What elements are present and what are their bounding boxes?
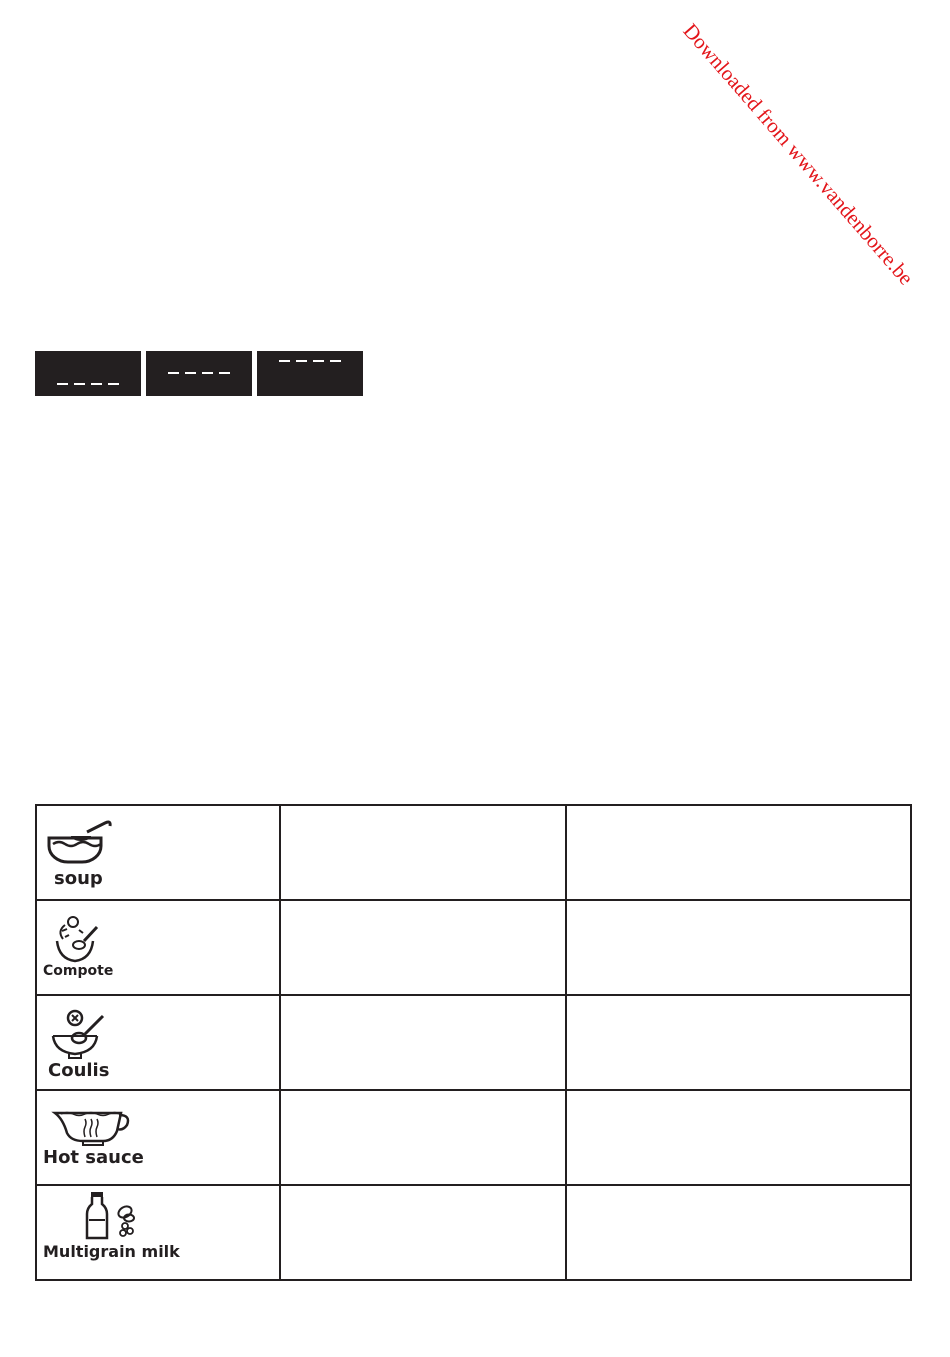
milk-bottle-grains-icon <box>85 1192 141 1240</box>
table-cell <box>566 1185 911 1280</box>
program-table <box>35 804 912 1281</box>
sauce-boat-icon <box>53 1109 131 1145</box>
program-icon-cell <box>36 1185 280 1280</box>
program-icon-cell <box>36 805 280 900</box>
dash-segments <box>146 372 252 374</box>
program-icon-cell <box>36 1090 280 1185</box>
lcd-display-top-dashes <box>257 351 363 396</box>
program-label-soup: soup <box>54 868 103 889</box>
table-cell <box>280 995 566 1090</box>
table-cell <box>566 1090 911 1185</box>
dash-segments <box>35 383 141 385</box>
program-icon-cell <box>36 900 280 995</box>
program-icon-cell <box>36 995 280 1090</box>
program-label-multigrain-milk: Multigrain milk <box>43 1242 180 1261</box>
table-cell <box>280 900 566 995</box>
coulis-bowl-icon <box>51 1008 107 1058</box>
table-cell <box>280 1090 566 1185</box>
dash-segments <box>257 360 363 362</box>
table-row <box>36 900 911 995</box>
lcd-display-middle-dashes <box>146 351 252 396</box>
table-cell <box>280 1185 566 1280</box>
program-label-coulis: Coulis <box>48 1060 110 1081</box>
program-label-hot-sauce: Hot sauce <box>43 1147 144 1168</box>
table-cell <box>566 805 911 900</box>
compote-bowl-icon <box>53 913 101 963</box>
soup-ladle-icon <box>47 820 115 864</box>
program-label-compote: Compote <box>43 963 114 979</box>
watermark-text: Downloaded from www.vandenborre.be <box>678 18 919 290</box>
table-cell <box>280 805 566 900</box>
table-row <box>36 805 911 900</box>
table-row <box>36 1185 911 1280</box>
table-row <box>36 1090 911 1185</box>
lcd-display-bottom-dashes <box>35 351 141 396</box>
table-row <box>36 995 911 1090</box>
table-cell <box>566 995 911 1090</box>
table-cell <box>566 900 911 995</box>
